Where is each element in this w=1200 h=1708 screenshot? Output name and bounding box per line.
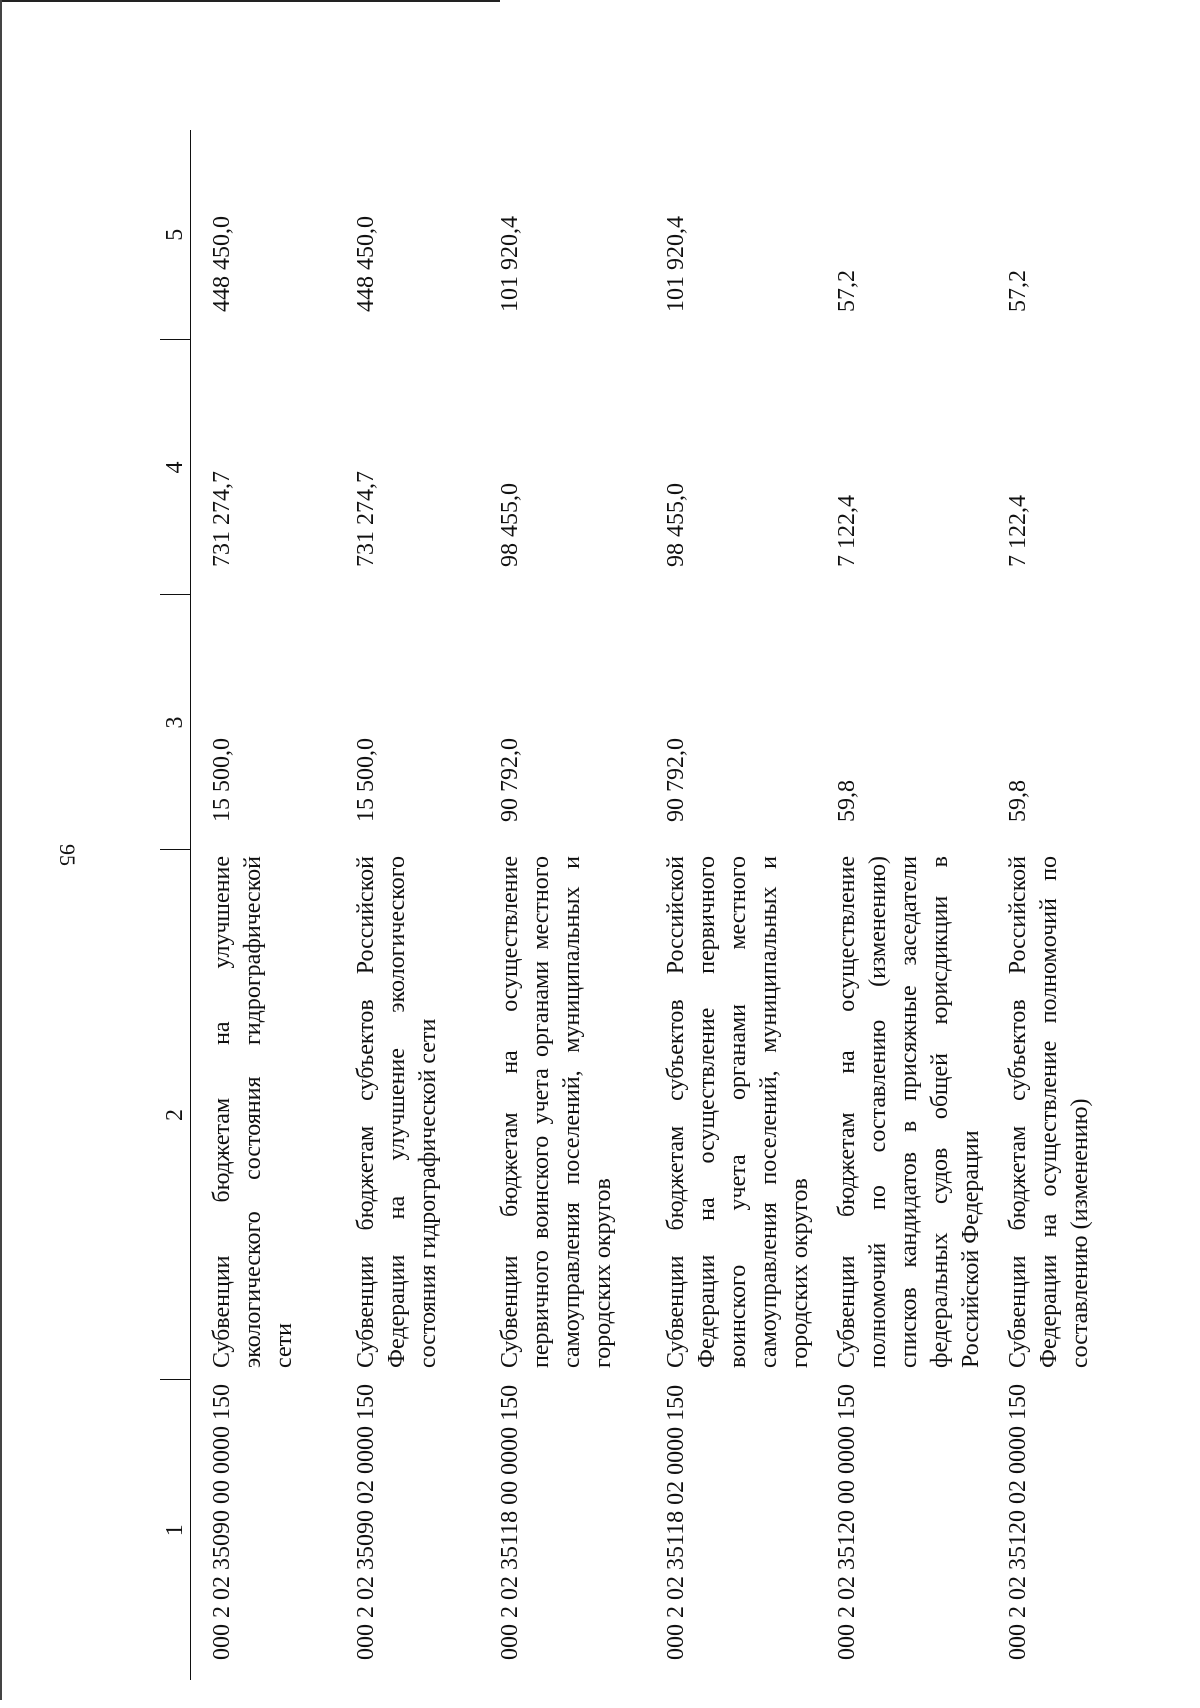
column-header-2: 2 bbox=[160, 850, 191, 1380]
value-col-3: 15 500,0 bbox=[353, 738, 379, 822]
budget-code: 000 2 02 35118 02 0000 150 bbox=[663, 1384, 689, 1660]
table-row bbox=[987, 130, 1131, 1680]
item-name: Субвенции бюджетам субъектов Российской Федерации на осуществление первичного воинского учета органами местного самоуправления поселений, муниципальных и городских округов bbox=[663, 856, 813, 1368]
table-row bbox=[191, 130, 336, 1680]
rotated-page-content bbox=[160, 130, 1160, 1680]
scan-edge-left bbox=[0, 0, 2, 1700]
value-col-3: 59,8 bbox=[834, 780, 860, 822]
item-name: Субвенции бюджетам субъектов Российской Федерации на осуществление полномочий по составлению (изменению) bbox=[1005, 856, 1093, 1368]
budget-code: 000 2 02 35118 00 0000 150 bbox=[497, 1384, 523, 1660]
budget-code: 000 2 02 35090 02 0000 150 bbox=[353, 1384, 379, 1660]
value-col-4: 7 122,4 bbox=[1005, 495, 1031, 567]
value-col-3: 59,8 bbox=[1005, 780, 1031, 822]
page-number: 95 bbox=[55, 844, 80, 866]
value-col-5: 101 920,4 bbox=[497, 216, 523, 312]
table-row bbox=[335, 130, 479, 1680]
value-col-4: 731 274,7 bbox=[209, 471, 235, 567]
budget-code: 000 2 02 35090 00 0000 150 bbox=[209, 1384, 235, 1660]
value-col-4: 98 455,0 bbox=[663, 483, 689, 567]
value-col-5: 57,2 bbox=[834, 270, 860, 312]
item-name: Субвенции бюджетам на осуществление первичного воинского учета органами местного самоуправления поселений, муниципальных и городских округов bbox=[497, 856, 616, 1368]
value-col-5: 448 450,0 bbox=[353, 216, 379, 312]
value-col-5: 101 920,4 bbox=[663, 216, 689, 312]
value-col-4: 7 122,4 bbox=[834, 495, 860, 567]
value-col-4: 98 455,0 bbox=[497, 483, 523, 567]
table-row bbox=[645, 130, 816, 1680]
value-col-3: 90 792,0 bbox=[663, 738, 689, 822]
value-col-5: 448 450,0 bbox=[209, 216, 235, 312]
table-header-row bbox=[160, 130, 191, 1680]
budget-table bbox=[160, 130, 1131, 1680]
value-col-3: 15 500,0 bbox=[209, 738, 235, 822]
value-col-3: 90 792,0 bbox=[497, 738, 523, 822]
budget-code: 000 2 02 35120 00 0000 150 bbox=[834, 1384, 860, 1660]
table-row bbox=[479, 130, 645, 1680]
column-header-4: 4 bbox=[160, 340, 191, 595]
item-name: Субвенции бюджетам на осуществление полномочий по составлению (изменению) списков кандидатов в присяжные заседатели федеральных судов общей юрисдикции в Российской Федерации bbox=[834, 856, 984, 1368]
column-header-1: 1 bbox=[160, 1380, 191, 1680]
scan-edge-top bbox=[0, 0, 500, 2]
item-name: Субвенции бюджетам субъектов Российской Федерации на улучшение экологического состояния гидрографической сети bbox=[353, 856, 441, 1368]
value-col-5: 57,2 bbox=[1005, 270, 1031, 312]
column-header-3: 3 bbox=[160, 595, 191, 850]
budget-code: 000 2 02 35120 02 0000 150 bbox=[1005, 1384, 1031, 1660]
table-row bbox=[816, 130, 987, 1680]
column-header-5: 5 bbox=[160, 130, 191, 340]
item-name: Субвенции бюджетам на улучшение экологического состояния гидрографической сети bbox=[209, 856, 297, 1368]
value-col-4: 731 274,7 bbox=[353, 471, 379, 567]
